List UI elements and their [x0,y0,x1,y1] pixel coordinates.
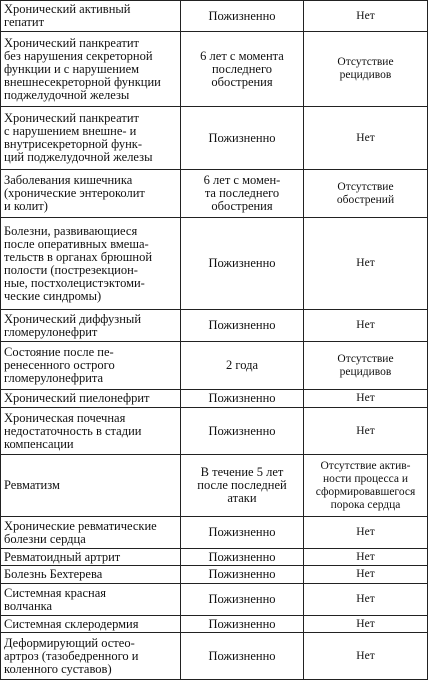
disease-cell: Хронический диффузный гломерулонефрит [1,310,181,342]
table-row [1,584,428,616]
term-cell: Пожизненно [181,616,304,633]
term-cell: 6 лет с момен- та последнего обострения [181,170,304,218]
result-cell: Нет [304,584,428,616]
result-cell: Нет [304,1,428,32]
term-cell: Пожизненно [181,584,304,616]
term-cell: Пожизненно [181,549,304,566]
term-cell: Пожизненно [181,218,304,310]
result-cell: Нет [304,517,428,549]
table-row [1,32,428,107]
table-row [1,1,428,32]
result-cell: Нет [304,549,428,566]
term-cell: Пожизненно [181,107,304,170]
disease-cell: Хронические ревматические болезни сердца [1,517,181,549]
disease-cell: Хронический пиелонефрит [1,390,181,408]
table-row [1,218,428,310]
term-cell: 6 лет с момента последнего обострения [181,32,304,107]
result-cell: Нет [304,566,428,584]
table-row [1,342,428,390]
disease-cell: Системная склеродермия [1,616,181,633]
result-cell: Нет [304,310,428,342]
disease-cell: Ревматоидный артрит [1,549,181,566]
table-row [1,616,428,633]
result-cell: Отсутствие рецидивов [304,32,428,107]
term-cell: Пожизненно [181,566,304,584]
disease-cell: Болезнь Бехтерева [1,566,181,584]
disease-cell: Состояние после пе- ренесенного острого гломерулонефрита [1,342,181,390]
table-row [1,170,428,218]
table-row [1,549,428,566]
term-cell: Пожизненно [181,1,304,32]
table-row [1,390,428,408]
table-body [1,1,428,680]
result-cell: Нет [304,616,428,633]
disease-cell: Хронический панкреатит с нарушением внешне- и внутрисекреторной функ- ций поджелудочной железы [1,107,181,170]
result-cell: Нет [304,107,428,170]
disease-cell: Болезни, развивающиеся после оперативных вмеша- тельств в органах брюшной полости (пострезекцион- ные, постхолецистэктоми- ческие синдромы) [1,218,181,310]
disease-cell: Системная красная волчанка [1,584,181,616]
disease-cell: Заболевания кишечника (хронические энтероколит и колит) [1,170,181,218]
table-row [1,517,428,549]
table-row [1,310,428,342]
term-cell: Пожизненно [181,390,304,408]
result-cell: Отсутствие обострений [304,170,428,218]
term-cell: В течение 5 лет после последней атаки [181,455,304,517]
table-row [1,455,428,517]
result-cell: Нет [304,408,428,455]
term-cell: Пожизненно [181,633,304,680]
result-cell: Нет [304,633,428,680]
disease-cell: Хроническая почечная недостаточность в стадии компенсации [1,408,181,455]
result-cell: Нет [304,390,428,408]
disease-cell: Деформирующий остео- артроз (тазобедренного и коленного суставов) [1,633,181,680]
term-cell: Пожизненно [181,408,304,455]
result-cell: Нет [304,218,428,310]
term-cell: Пожизненно [181,310,304,342]
term-cell: 2 года [181,342,304,390]
table-row [1,107,428,170]
table-row [1,633,428,680]
term-cell: Пожизненно [181,517,304,549]
disease-cell: Хронический активный гепатит [1,1,181,32]
table-row [1,566,428,584]
table-row [1,408,428,455]
disease-cell: Ревматизм [1,455,181,517]
result-cell: Отсутствие рецидивов [304,342,428,390]
disease-cell: Хронический панкреатит без нарушения секреторной функции и с нарушением внешнесекреторной функции поджелудочной железы [1,32,181,107]
result-cell: Отсутствие актив- ности процесса и сформировавшегося порока сердца [304,455,428,517]
